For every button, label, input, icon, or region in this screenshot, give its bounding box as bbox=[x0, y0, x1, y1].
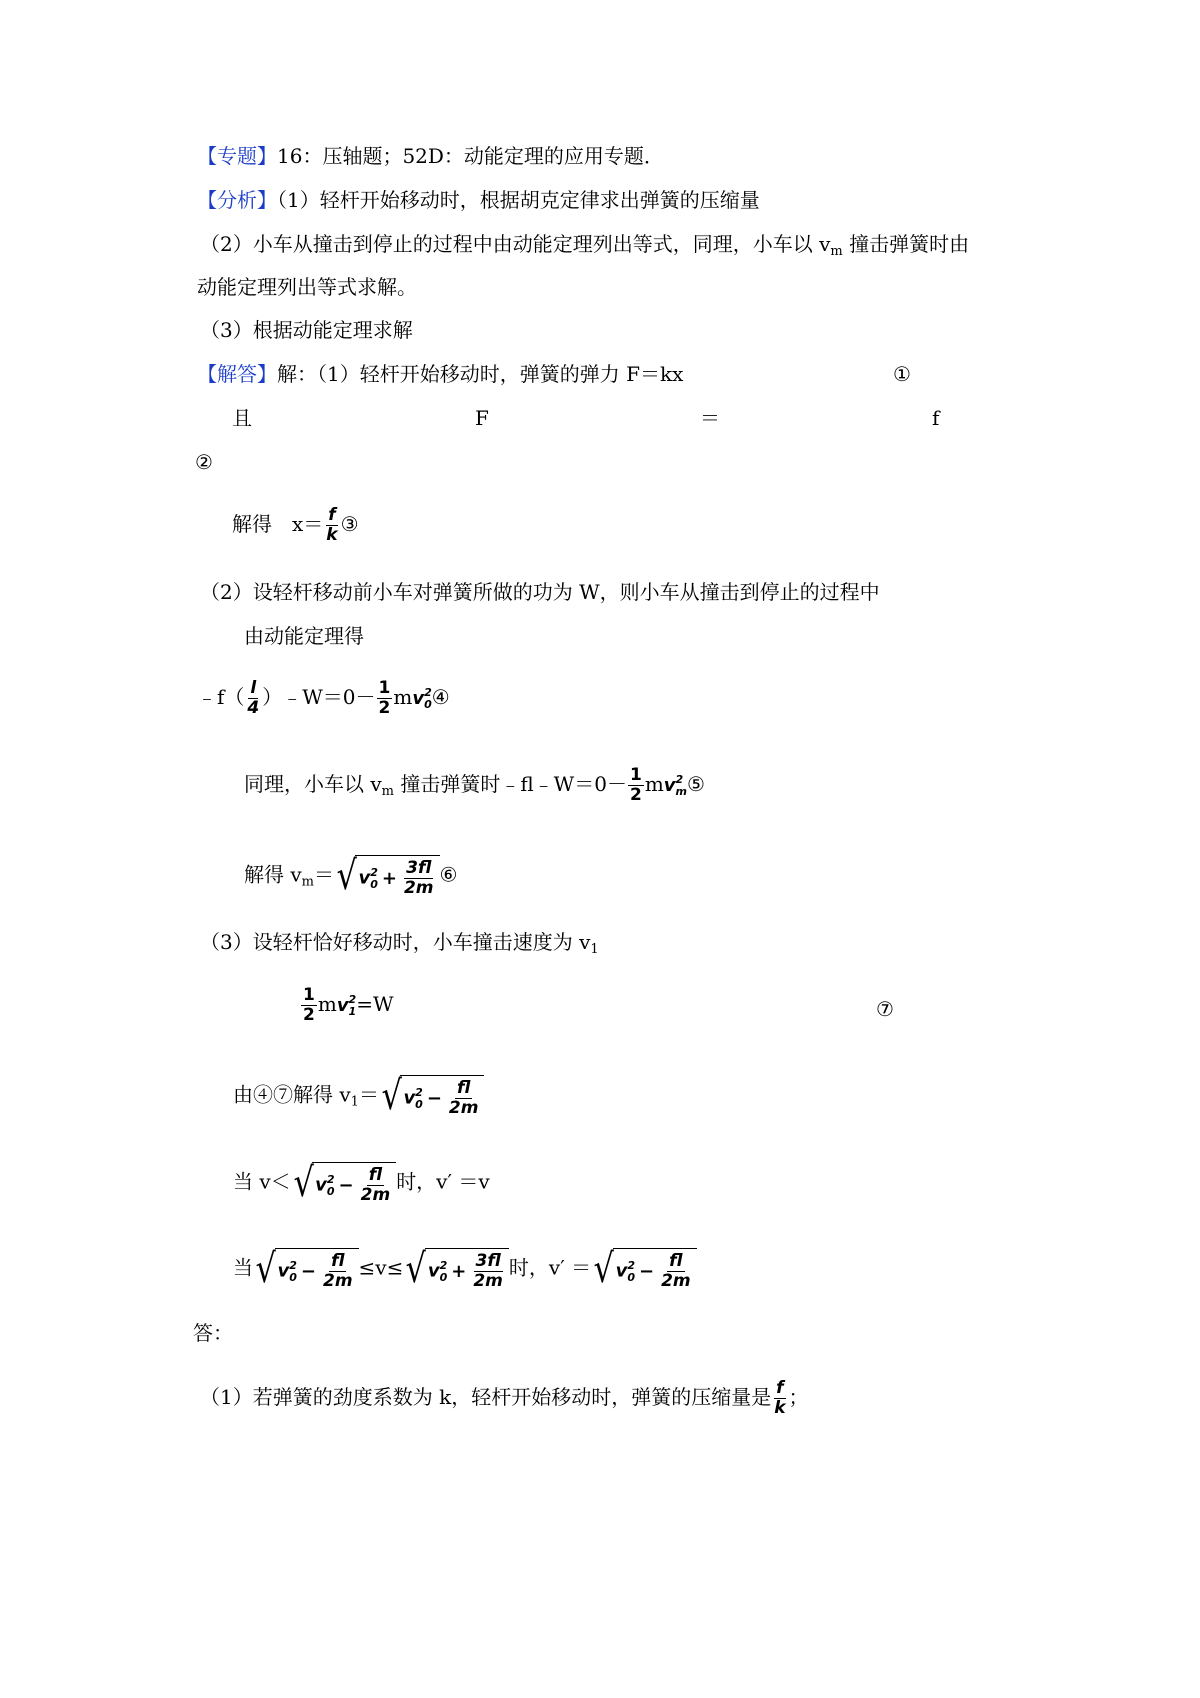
solution-line-9: （3）设轻杆恰好移动时，小车撞击速度为 $v_1$ bbox=[200, 930, 599, 957]
marker-6: ⑥ bbox=[439, 862, 458, 887]
v0-squared: v 2 0 bbox=[412, 686, 432, 711]
analysis-line-2: （2）小车从撞击到停止的过程中由动能定理列出等式，同理，小车以 $v_m$ 撞击弹簧时由 bbox=[200, 232, 970, 259]
analysis-line-4: （3）根据动能定理求解 bbox=[200, 318, 413, 342]
solution-line-5: 由动能定理得 bbox=[244, 624, 364, 648]
analysis-line-1: 【分析】（1）轻杆开始移动时，根据胡克定律求出弹簧的压缩量 bbox=[197, 188, 760, 212]
marker-7: ⑦ bbox=[876, 997, 894, 1021]
solution-and: 且 bbox=[232, 406, 252, 430]
equation-v1: 由④⑦解得 $v_1=$ √ v 2 0 − $\frac{fl}{2m}$ bbox=[233, 1075, 484, 1117]
topic-text: 16：压轴题；52D：动能定理的应用专题． bbox=[277, 144, 664, 168]
equation-5: 同理，小车以 $v_m$ 撞击弹簧时﹣fl﹣W＝0－ $\frac{1}{2}$ mv 2 m ⑤ bbox=[244, 765, 705, 805]
analysis-line-3: 动能定理列出等式求解。 bbox=[197, 275, 417, 299]
fraction-l-over-4: $\frac{l}{4}$ bbox=[247, 678, 260, 718]
v1-squared: v 2 1 bbox=[336, 993, 357, 1018]
marker-5: ⑤ bbox=[686, 772, 705, 796]
marker-2: ② bbox=[195, 450, 213, 474]
topic-line bbox=[197, 146, 664, 166]
solution-f: f bbox=[932, 406, 940, 430]
answer-line-1: （1）若弹簧的劲度系数为 k，轻杆开始移动时，弹簧的压缩量是 $\frac{f}{k}$ ； bbox=[200, 1378, 809, 1418]
vm-squared: v 2 m bbox=[663, 773, 687, 798]
marker-1: ① bbox=[893, 362, 911, 386]
solution-eq: ＝ bbox=[700, 406, 720, 430]
solution-F: F bbox=[475, 406, 489, 430]
fraction-f-over-k: $\frac{f}{k}$ bbox=[326, 505, 338, 545]
fraction-half: $\frac{1}{2}$ bbox=[378, 678, 391, 718]
solution-line-1: 【解答】解：（1）轻杆开始移动时，弹簧的弹力 F＝kx bbox=[197, 362, 684, 386]
marker-4: ④ bbox=[431, 685, 450, 709]
answer-label: 答： bbox=[193, 1321, 233, 1345]
marker-3: ③ bbox=[340, 512, 359, 536]
condition-1: 当 v＜ √ v 2 0 − $\frac{fl}{2m}$ 时，v′ ＝v bbox=[233, 1160, 490, 1206]
topic-tag: 【专题】 bbox=[197, 144, 277, 168]
solution-line-3: 解得 x＝ $\frac{f}{k}$ ③ bbox=[232, 505, 359, 545]
equation-7: $\frac{1}{2}$ mv 2 1 =W bbox=[303, 985, 394, 1025]
sqrt-v1-expression: √ v 2 0 − $\frac{fl}{2m}$ bbox=[379, 1075, 485, 1117]
equation-6: 解得 $v_m=$ √ v 2 0 + $\frac{3fl}{2m}$ ⑥ bbox=[244, 853, 458, 899]
solution-tag: 【解答】 bbox=[197, 362, 277, 386]
solution-line-4: （2）设轻杆移动前小车对弹簧所做的功为 W，则小车从撞击到停止的过程中 bbox=[200, 580, 880, 604]
condition-2: 当 √ v 2 0 − $\frac{fl}{2m}$ ≤v≤ √ v 2 0 + $\frac{3fl}{2m}$ 时，v′ ＝ √ v 2 0 − $\frac{fl}{2m}$ bbox=[233, 1248, 697, 1290]
analysis-tag: 【分析】 bbox=[197, 188, 277, 212]
equation-4: ﹣f（ $\frac{l}{4}$ ）﹣W＝0－ $\frac{1}{2}$ mv 2 0 ④ bbox=[197, 678, 450, 718]
sqrt-vm-expression: √ v 2 0 + $\frac{3fl}{2m}$ bbox=[334, 855, 440, 897]
